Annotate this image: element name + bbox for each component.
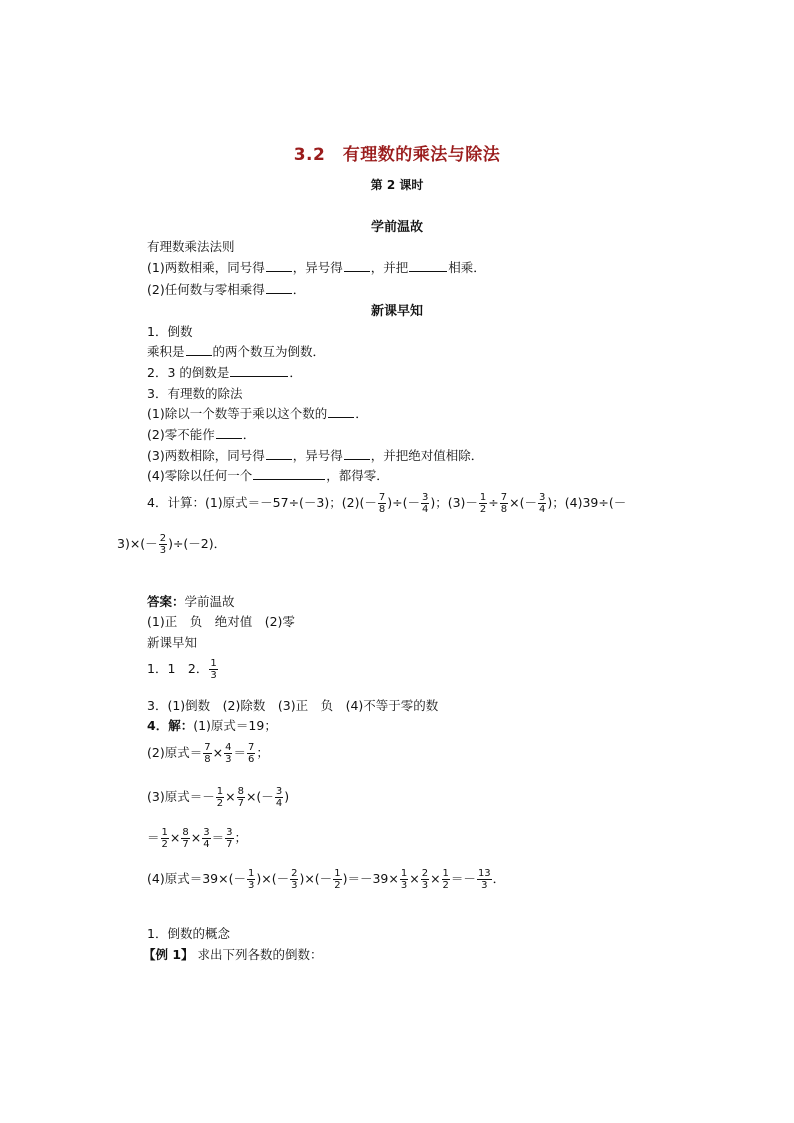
rule-line-2 bbox=[147, 280, 305, 298]
example-1 bbox=[143, 945, 323, 963]
fraction bbox=[378, 492, 386, 515]
blank bbox=[216, 427, 242, 439]
fraction bbox=[202, 827, 210, 850]
fraction bbox=[203, 742, 211, 765]
text: × bbox=[225, 789, 236, 804]
text: (4)零除以任何一个 bbox=[147, 468, 253, 483]
denominator: 2 bbox=[161, 839, 168, 850]
numerator: 7 bbox=[500, 492, 508, 503]
denominator: 3 bbox=[400, 880, 408, 891]
division-rule-4 bbox=[147, 466, 389, 484]
denominator: 2 bbox=[334, 880, 341, 891]
example-label: 【例 1】 bbox=[143, 947, 194, 962]
numerator: 2 bbox=[291, 868, 298, 879]
numerator: 1 bbox=[161, 827, 168, 838]
answer-4-3-cont bbox=[147, 827, 247, 850]
lesson-subtitle: 第 2 课时 bbox=[370, 178, 424, 192]
text: 4．计算：(1)原式＝－57÷(－3)；(2)(－ bbox=[147, 495, 377, 510]
blank bbox=[344, 448, 370, 460]
denominator: 4 bbox=[203, 839, 210, 850]
text: ． bbox=[492, 871, 506, 886]
section-heading-pre: 学前温故 bbox=[370, 220, 423, 235]
blank bbox=[328, 406, 354, 418]
text: 求出下列各数的倒数： bbox=[197, 947, 323, 962]
answer-heading bbox=[147, 592, 235, 610]
numerator: 8 bbox=[182, 827, 189, 838]
denominator: 7 bbox=[182, 839, 189, 850]
answer-4-1 bbox=[147, 716, 277, 734]
fraction bbox=[159, 533, 167, 556]
text: ，并把绝对值相除． bbox=[370, 448, 484, 463]
fraction bbox=[479, 492, 487, 515]
text: )÷(－ bbox=[387, 495, 420, 510]
blank bbox=[409, 260, 447, 272]
denominator: 3 bbox=[421, 880, 429, 891]
text: )÷(－2)． bbox=[168, 536, 227, 551]
answer-4-2 bbox=[147, 742, 269, 765]
text: ，都得零． bbox=[326, 468, 389, 483]
fraction bbox=[225, 827, 233, 850]
text: × bbox=[212, 745, 224, 760]
text: 学前温故 bbox=[184, 594, 235, 609]
blank bbox=[266, 260, 292, 272]
text: × bbox=[430, 871, 441, 886]
text: ＝－ bbox=[450, 871, 476, 886]
numerator: 7 bbox=[204, 742, 211, 753]
text: 3)×(－ bbox=[117, 536, 158, 551]
text: )＝－39× bbox=[342, 871, 399, 886]
denominator: 3 bbox=[291, 880, 298, 891]
denominator: 7 bbox=[237, 798, 244, 809]
denominator: 3 bbox=[159, 545, 167, 556]
text: ，异号得 bbox=[292, 448, 343, 463]
text: )×(－ bbox=[299, 871, 333, 886]
fraction bbox=[224, 742, 232, 765]
text: (1)两数相乘，同号得 bbox=[147, 260, 265, 275]
division-rule-3 bbox=[147, 446, 483, 464]
fraction bbox=[421, 868, 429, 891]
denominator: 2 bbox=[442, 880, 449, 891]
fraction bbox=[237, 786, 245, 809]
numerator: 1 bbox=[247, 868, 255, 879]
text: )；(4)39÷(－ bbox=[547, 495, 627, 510]
item-1: 1．倒数 bbox=[147, 324, 193, 339]
fraction bbox=[209, 658, 217, 681]
text: ． bbox=[355, 406, 368, 421]
numerator: 1 bbox=[210, 658, 217, 669]
blank bbox=[230, 365, 288, 377]
numerator: 3 bbox=[421, 492, 429, 503]
calc-line-2 bbox=[117, 533, 226, 556]
fraction bbox=[442, 868, 450, 891]
lesson-section-1: 1．倒数的概念 bbox=[147, 926, 230, 941]
text: × bbox=[169, 830, 181, 845]
item-3: 3．有理数的除法 bbox=[147, 386, 243, 401]
text: ． bbox=[242, 427, 256, 442]
fraction bbox=[477, 868, 492, 891]
numerator: 2 bbox=[421, 868, 429, 879]
text: ＝ bbox=[233, 745, 246, 760]
fraction bbox=[247, 742, 255, 765]
text: (4)原式＝39×(－ bbox=[147, 871, 246, 886]
division-rule-2 bbox=[147, 425, 255, 443]
text: ) bbox=[284, 789, 290, 804]
text: (2)任何数与零相乘得 bbox=[147, 282, 265, 297]
denominator: 3 bbox=[225, 754, 232, 765]
text: ． bbox=[292, 282, 306, 297]
text: 2．3 的倒数是 bbox=[147, 365, 230, 380]
numerator: 1 bbox=[442, 868, 449, 879]
answer-pre: (1)正 负 绝对值 (2)零 bbox=[147, 614, 295, 629]
numerator: 4 bbox=[225, 742, 232, 753]
denominator: 2 bbox=[216, 798, 224, 809]
text: ． bbox=[289, 365, 302, 380]
numerator: 8 bbox=[237, 786, 244, 797]
text: ÷ bbox=[488, 495, 499, 510]
answer-label: 答案： bbox=[147, 594, 185, 609]
numerator: 3 bbox=[275, 786, 283, 797]
numerator: 1 bbox=[334, 868, 341, 879]
fraction bbox=[538, 492, 546, 515]
section-heading-new: 新课早知 bbox=[370, 304, 423, 319]
denominator: 3 bbox=[210, 670, 217, 681]
text: 的两个数互为倒数． bbox=[212, 344, 326, 359]
item-1-text bbox=[147, 342, 325, 360]
page-title: 3.2 有理数的乘法与除法 bbox=[293, 145, 501, 165]
denominator: 4 bbox=[539, 504, 546, 515]
rule-title: 有理数乘法法则 bbox=[147, 239, 235, 254]
text: ＝ bbox=[211, 830, 225, 845]
numerator: 7 bbox=[378, 492, 386, 503]
denominator: 2 bbox=[479, 504, 487, 515]
text: ，并把 bbox=[370, 260, 409, 275]
text: ×(－ bbox=[509, 495, 538, 510]
answer-1-2 bbox=[147, 658, 219, 681]
blank bbox=[186, 344, 212, 356]
solution-label: 4．解： bbox=[147, 718, 194, 733]
text: ； bbox=[256, 745, 269, 760]
answer-new-heading: 新课早知 bbox=[147, 635, 198, 650]
answer-4-3 bbox=[147, 786, 289, 809]
text: × bbox=[409, 871, 420, 886]
text: )×(－ bbox=[256, 871, 290, 886]
text: ×(－ bbox=[245, 789, 274, 804]
text: 相乘． bbox=[448, 260, 486, 275]
numerator: 1 bbox=[216, 786, 224, 797]
numerator: 13 bbox=[477, 868, 491, 879]
fraction bbox=[181, 827, 189, 850]
division-rule-1 bbox=[147, 404, 368, 422]
denominator: 3 bbox=[247, 880, 255, 891]
fraction bbox=[161, 827, 169, 850]
text: (1)除以一个数等于乘以这个数的 bbox=[147, 406, 328, 421]
rule-line-1 bbox=[147, 258, 486, 276]
numerator: 3 bbox=[226, 827, 233, 838]
numerator: 7 bbox=[247, 742, 255, 753]
text: (1)原式＝19； bbox=[193, 718, 277, 733]
text: ，异号得 bbox=[292, 260, 343, 275]
fraction bbox=[275, 786, 283, 809]
text: × bbox=[190, 830, 202, 845]
text: (3)原式＝－ bbox=[147, 789, 215, 804]
text: )；(3)－ bbox=[430, 495, 478, 510]
fraction bbox=[400, 868, 408, 891]
blank bbox=[266, 282, 292, 294]
text: ＝ bbox=[147, 830, 160, 845]
denominator: 8 bbox=[378, 504, 386, 515]
item-2 bbox=[147, 363, 302, 381]
text: 1．1 2． bbox=[147, 661, 209, 676]
fraction bbox=[333, 868, 341, 891]
text: (3)两数相除，同号得 bbox=[147, 448, 265, 463]
denominator: 6 bbox=[247, 754, 255, 765]
blank bbox=[266, 448, 292, 460]
text: (2)零不能作 bbox=[147, 427, 215, 442]
fraction bbox=[216, 786, 224, 809]
fraction bbox=[421, 492, 429, 515]
denominator: 4 bbox=[275, 798, 283, 809]
numerator: 3 bbox=[203, 827, 210, 838]
blank bbox=[344, 260, 370, 272]
answer-3: 3．(1)倒数 (2)除数 (3)正 负 (4)不等于零的数 bbox=[147, 698, 439, 713]
text: 乘积是 bbox=[147, 344, 185, 359]
answer-4-4 bbox=[147, 868, 505, 891]
blank bbox=[253, 468, 325, 480]
numerator: 1 bbox=[400, 868, 408, 879]
fraction bbox=[500, 492, 508, 515]
text: (2)原式＝ bbox=[147, 745, 203, 760]
calc-line-1 bbox=[147, 492, 626, 515]
numerator: 3 bbox=[539, 492, 546, 503]
denominator: 8 bbox=[204, 754, 211, 765]
fraction bbox=[290, 868, 298, 891]
denominator: 8 bbox=[500, 504, 508, 515]
text: ； bbox=[234, 830, 248, 845]
denominator: 3 bbox=[481, 880, 488, 891]
numerator: 2 bbox=[159, 533, 167, 544]
denominator: 4 bbox=[421, 504, 429, 515]
fraction bbox=[247, 868, 255, 891]
denominator: 7 bbox=[226, 839, 233, 850]
numerator: 1 bbox=[479, 492, 487, 503]
